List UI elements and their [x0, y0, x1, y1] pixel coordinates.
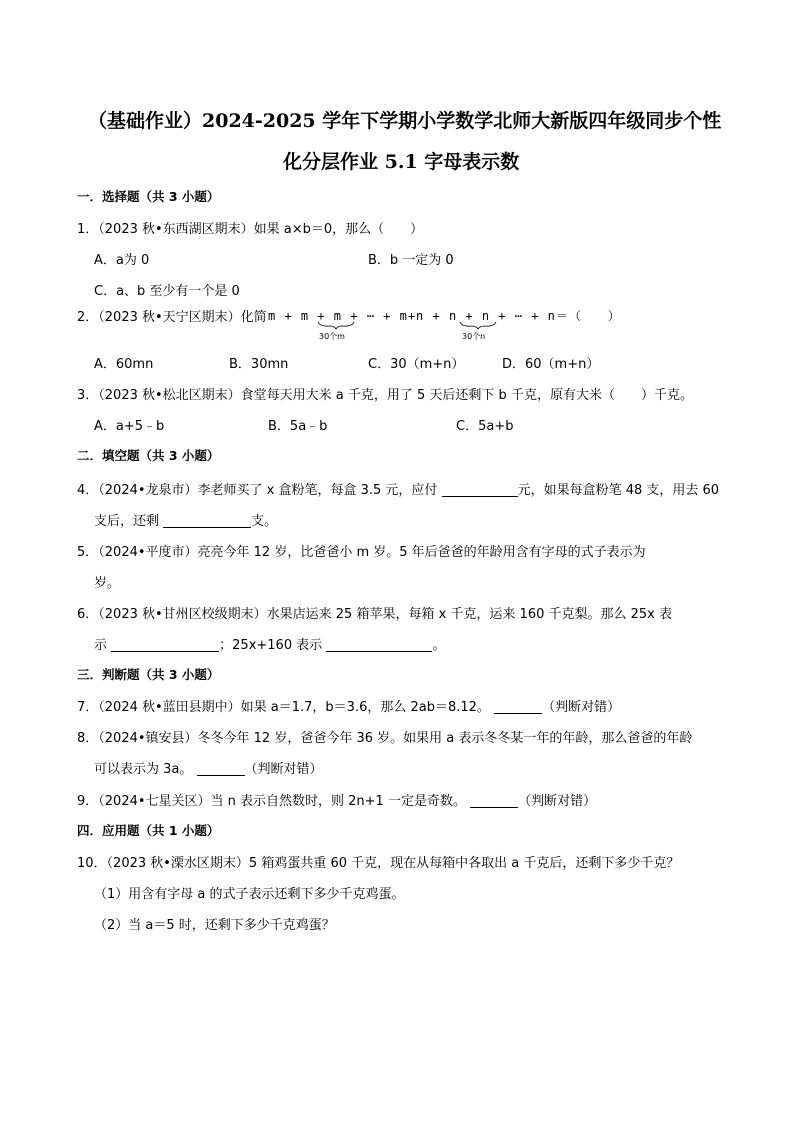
question-2-prefix: 2．（2023 秋•天宁区期末）化简	[77, 310, 267, 325]
section-heading-application: 四．应用题（共 1 小题）	[77, 823, 220, 838]
question-7-stem: 7．（2024 秋•蓝田县期中）如果 a＝1.7，b＝3.6，那么 2ab＝8.12。	[77, 700, 490, 715]
question-9-line	[77, 790, 596, 809]
question-7-tail: （判断对错）	[542, 700, 621, 715]
question-3-option-b: B．5a﹣b	[268, 419, 328, 434]
question-8-line2-text: 可以表示为 3a。	[94, 762, 193, 777]
question-4-blank-2[interactable]	[163, 513, 251, 528]
question-1-option-b: B．b 一定为 0	[368, 253, 454, 268]
question-6-line2	[94, 634, 445, 653]
question-9-tail: （判断对错）	[518, 794, 597, 809]
question-3-option-c: C．5a+b	[456, 419, 514, 434]
question-2-expression: m + m + m + ⋯ + m+n + n + n + ⋯ + n＝（ ）	[268, 309, 621, 323]
question-2-option-a: A．60mn	[94, 357, 154, 372]
question-7-blank[interactable]	[494, 699, 542, 714]
question-6-blank-1[interactable]	[111, 637, 219, 652]
question-4-part3: 支后，还剩	[94, 514, 160, 529]
page-title-line2: 化分层作业 5.1 字母表示数	[283, 151, 520, 173]
question-4-blank-1[interactable]	[442, 482, 518, 497]
question-4-part4: 支。	[251, 514, 278, 529]
question-5-line1: 5．（2024•平度市）亮亮今年 12 岁，比爸爸小 m 岁。5 年后爸爸的年龄用含有字母的式子表示为	[77, 545, 646, 560]
question-7-line	[77, 696, 620, 715]
question-4-part2: 元，如果每盒粉笔 48 支，用去 60	[517, 483, 720, 498]
question-1-stem: 1．（2023 秋•东西湖区期末）如果 a×b＝0，那么（ ）	[77, 222, 424, 237]
question-9-blank[interactable]	[470, 793, 518, 808]
question-2-brace-label-n: 30个n	[462, 332, 486, 341]
question-8-line2	[94, 758, 323, 777]
brace-m-icon	[318, 322, 354, 329]
question-3-stem: 3．（2023 秋•松北区期末）食堂每天用大米 a 千克，用了 5 天后还剩下 b 千克，原有大米（ ）千克。	[77, 388, 693, 403]
question-6-blank-2[interactable]	[326, 637, 432, 652]
question-2-brace-label-m: 30个m	[319, 332, 345, 341]
question-1-option-a: A．a为 0	[94, 253, 150, 268]
question-4-line2	[94, 510, 277, 529]
question-2-braces	[318, 320, 518, 330]
question-6-part2c: 。	[432, 638, 446, 653]
question-8-tail: （判断对错）	[244, 762, 323, 777]
question-4-line1	[77, 479, 719, 498]
question-3-option-a: A．a+5﹣b	[94, 419, 165, 434]
question-2-option-c: C．30（m+n）	[368, 357, 465, 372]
question-2-option-d: D．60（m+n）	[502, 357, 600, 372]
question-9-stem: 9．（2024•七星关区）当 n 表示自然数时，则 2n+1 一定是奇数。	[77, 794, 466, 809]
question-10-stem: 10．（2023 秋•溧水区期末）5 箱鸡蛋共重 60 千克，现在从每箱中各取出 a 千克后，还剩下多少千克？	[77, 856, 680, 871]
question-10-sub-2: （2）当 a＝5 时，还剩下多少千克鸡蛋？	[94, 918, 335, 933]
question-10-sub-1: （1）用含有字母 a 的式子表示还剩下多少千克鸡蛋。	[94, 887, 405, 902]
question-6-part2a: 示	[94, 638, 108, 653]
brace-n-icon	[460, 322, 496, 329]
question-8-blank[interactable]	[197, 761, 245, 776]
page-title-line1: （基础作业）2024-2025 学年下学期小学数学北师大新版四年级同步个性	[88, 110, 722, 132]
question-6-line1: 6．（2023 秋•甘州区校级期末）水果店运来 25 箱苹果，每箱 x 千克，运来 160 千克梨。那么 25x 表	[77, 607, 672, 622]
section-heading-choice: 一．选择题（共 3 小题）	[77, 189, 220, 204]
question-5-line2: 岁。	[94, 576, 121, 591]
question-4-part1: 4．（2024•龙泉市）李老师买了 x 盒粉笔，每盒 3.5 元，应付	[77, 483, 438, 498]
question-1-option-c: C．a、b 至少有一个是 0	[94, 284, 240, 299]
section-heading-judge: 三．判断题（共 3 小题）	[77, 667, 220, 682]
section-heading-fill: 二．填空题（共 3 小题）	[77, 448, 220, 463]
question-6-part2b: ；25x+160 表示	[219, 638, 323, 653]
question-2-option-b: B．30mn	[229, 357, 289, 372]
question-8-line1: 8．（2024•镇安县）冬冬今年 12 岁，爸爸今年 36 岁。如果用 a 表示冬冬某一年的年龄，那么爸爸的年龄	[77, 731, 693, 746]
